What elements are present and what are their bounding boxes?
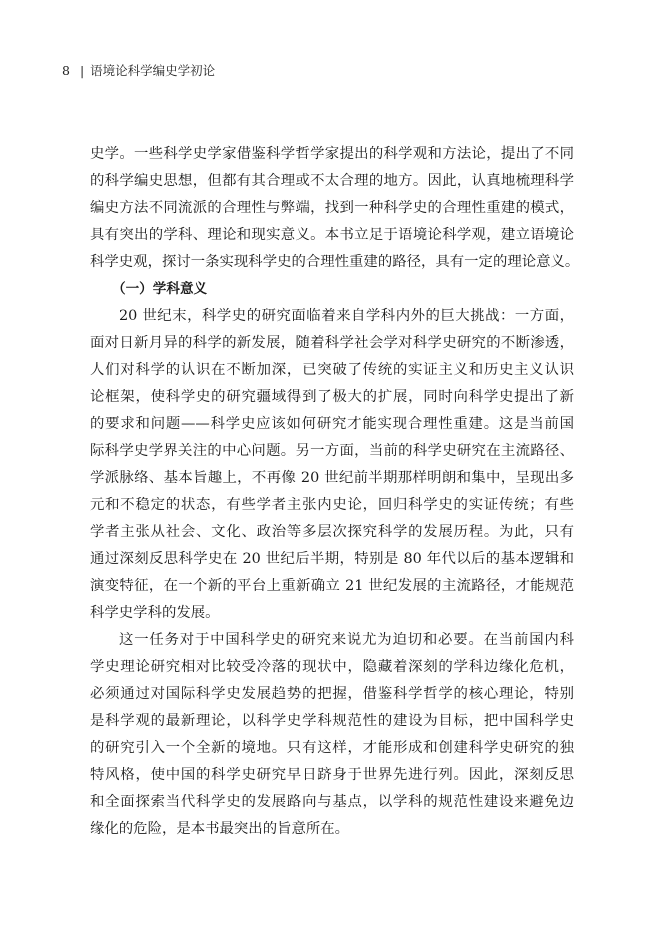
running-header <box>62 62 215 80</box>
text-line: 是科学观的最新理论，以科学史学科规范性的建设为目标，把中国科学史 <box>90 713 574 729</box>
text-line: 的科学编史思想，但都有其合理或不太合理的地方。因此，认真地梳理科学 <box>90 173 574 189</box>
text-line: 通过深刻反思科学史在 20 世纪后半期，特别是 80 年代以后的基本逻辑和 <box>90 551 574 567</box>
text-line: 人们对科学的认识在不断加深，已突破了传统的实证主义和历史主义认识 <box>90 362 574 378</box>
text-line: 演变特征，在一个新的平台上重新确立 21 世纪发展的主流路径，才能规范 <box>90 578 574 594</box>
header-separator: | <box>79 63 85 78</box>
book-title: 语境论科学编史学初论 <box>90 63 216 78</box>
text-line: 的要求和问题——科学史应该如何研究才能实现合理性重建。这是当前国 <box>90 416 574 432</box>
text-line: 具有突出的学科、理论和现实意义。本书立足于语境论科学观，建立语境论 <box>90 227 574 243</box>
text-line: 元和不稳定的状态，有些学者主张内史论，回归科学史的实证传统；有些 <box>90 497 574 513</box>
text-line: 学者主张从社会、文化、政治等多层次探究科学的发展历程。为此，只有 <box>90 524 574 540</box>
text-line: 特风格，使中国的科学史研究早日跻身于世界先进行列。因此，深刻反思 <box>90 767 574 783</box>
text-line: 的研究引入一个全新的境地。只有这样，才能形成和创建科学史研究的独 <box>90 740 574 756</box>
text-line: 科学史学科的发展。 <box>90 605 220 621</box>
text-line: 20 世纪末，科学史的研究面临着来自学科内外的巨大挑战：一方面， <box>119 308 574 324</box>
text-line: 和全面探索当代科学史的发展路向与基点，以学科的规范性建设来避免边 <box>90 794 574 810</box>
text-line: 面对日新月异的科学的新发展，随着科学社会学对科学史研究的不断渗透， <box>90 335 574 351</box>
text-line: 科学史观，探讨一条实现科学史的合理性重建的路径，具有一定的理论意义。 <box>90 254 580 270</box>
text-line: 史学。一些科学史学家借鉴科学哲学家提出的科学观和方法论，提出了不同 <box>90 146 574 162</box>
section-heading: （一）学科意义 <box>112 281 208 297</box>
text-line: 必须通过对国际科学史发展趋势的把握，借鉴科学哲学的核心理论，特别 <box>90 686 574 702</box>
page-number: 8 <box>62 63 70 78</box>
body-text <box>90 141 580 843</box>
text-line: 学派脉络、基本旨趣上，不再像 20 世纪前半期那样明朗和集中，呈现出多 <box>90 470 574 486</box>
text-line: 编史方法不同流派的合理性与弊端，找到一种科学史的合理性重建的模式， <box>90 200 574 216</box>
text-line: 这一任务对于中国科学史的研究来说尤为迫切和必要。在当前国内科 <box>119 632 574 648</box>
text-line: 缘化的危险，是本书最突出的旨意所在。 <box>90 821 350 837</box>
text-line: 论框架，使科学史的研究疆域得到了极大的扩展，同时向科学史提出了新 <box>90 389 574 405</box>
text-line: 际科学史学界关注的中心问题。另一方面，当前的科学史研究在主流路径、 <box>90 443 574 459</box>
text-line: 学史理论研究相对比较受冷落的现状中，隐藏着深刻的学科边缘化危机， <box>90 659 574 675</box>
